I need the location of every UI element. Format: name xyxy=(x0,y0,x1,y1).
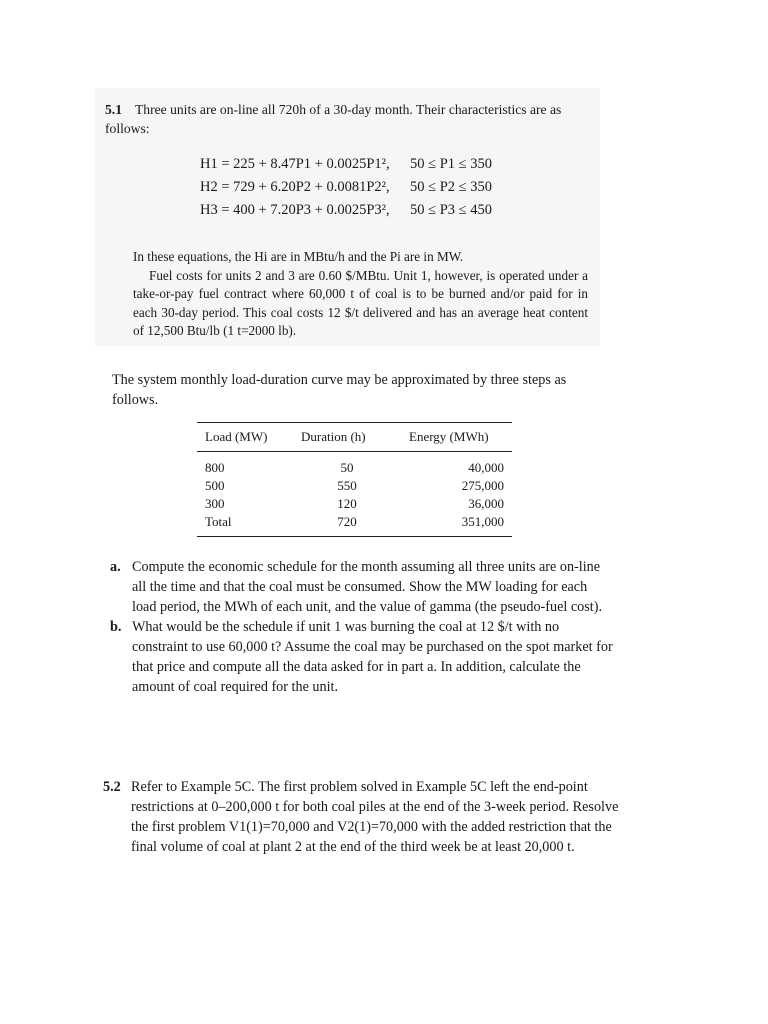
column-header: Duration (h) xyxy=(293,423,401,452)
table-cell: 300 xyxy=(205,496,225,511)
part-b xyxy=(110,617,615,697)
fuel-description xyxy=(133,248,588,341)
table-cell: 120 xyxy=(337,496,357,511)
equation-lhs: H2 = 729 + 6.20P2 + 0.0081P2², xyxy=(200,179,390,195)
equation-range: 50 ≤ P1 ≤ 350 xyxy=(410,156,492,172)
table-cell: 550 xyxy=(337,478,357,493)
part-label: b. xyxy=(110,619,122,635)
equation-range: 50 ≤ P2 ≤ 350 xyxy=(410,179,492,195)
table-cell: 500 xyxy=(205,478,225,493)
table-cell: 351,000 xyxy=(401,513,512,537)
equation-row xyxy=(200,153,492,176)
table-cell: Total xyxy=(197,513,293,537)
column-header: Energy (MWh) xyxy=(401,423,512,452)
table-header-row xyxy=(197,423,512,452)
table-cell: 720 xyxy=(293,513,401,537)
problem-5-2-item xyxy=(103,777,623,857)
problem-number: 5.2 xyxy=(103,779,121,795)
table-cell: 275,000 xyxy=(461,478,504,493)
column-header: Load (MW) xyxy=(197,423,293,452)
table-cell: 36,000 xyxy=(468,496,504,511)
equation-range: 50 ≤ P3 ≤ 450 xyxy=(410,202,492,218)
table-cell: 800 xyxy=(205,460,225,475)
units-note: In these equations, the Hi are in MBtu/h and the Pi are in MW. xyxy=(133,249,464,264)
problem-number: 5.1 xyxy=(105,102,122,117)
equation-lhs: H1 = 225 + 8.47P1 + 0.0025P1², xyxy=(200,156,390,172)
part-text: What would be the schedule if unit 1 was burning the coal at 12 $/t with no constraint to use 60,000 t? Assume the coal may be purchased on the spot market for that price and compute all the data asked for in part a. In addition, calculate the amount of coal required for the unit. xyxy=(132,619,613,695)
table-row xyxy=(197,495,512,513)
table-row xyxy=(197,477,512,495)
problem-5-2-text: Refer to Example 5C. The first problem solved in Example 5C left the end-point restrictions at 0–200,000 t for both coal piles at the end of the 3-week period. Resolve the first problem V1(1)=70,000 and V2(1)=70,000 with the added restriction that the final volume of coal at plant 2 at the end of the third week be at least 20,000 t. xyxy=(131,779,619,855)
part-label: a. xyxy=(110,559,121,575)
table-cell: 40,000 xyxy=(468,460,504,475)
heat-rate-equations xyxy=(200,153,492,222)
problem-5-2 xyxy=(103,777,623,857)
equation-row xyxy=(200,199,492,222)
part-text: Compute the economic schedule for the month assuming all three units are on-line all the time and that the coal must be consumed. Show the MW loading for each load period, the MWh of each unit, and the value of gamma (the pseudo-fuel cost). xyxy=(132,559,603,615)
load-duration-table xyxy=(197,422,512,537)
table-row xyxy=(197,452,512,478)
part-a xyxy=(110,557,615,617)
table-cell: 50 xyxy=(340,460,354,475)
fuel-note: Fuel costs for units 2 and 3 are 0.60 $/MBtu. Unit 1, however, is operated under a take-or-pay fuel contract where 60,000 t of coal is to be burned and/or paid for in each 30-day period. This coal costs 12 $/t delivered and has an average heat content of 12,500 Btu/lb (1 t=2000 lb). xyxy=(133,267,588,338)
problem-parts xyxy=(110,557,615,697)
problem-5-1-intro xyxy=(105,100,595,138)
problem-intro-text: Three units are on-line all 720h of a 30-day month. Their characteristics are as follows: xyxy=(105,102,562,136)
load-curve-intro: The system monthly load-duration curve may be approximated by three steps as follows. xyxy=(112,372,567,408)
equation-row xyxy=(200,176,492,199)
equation-lhs: H3 = 400 + 7.20P3 + 0.0025P3², xyxy=(200,202,390,218)
table-row-total xyxy=(197,513,512,537)
